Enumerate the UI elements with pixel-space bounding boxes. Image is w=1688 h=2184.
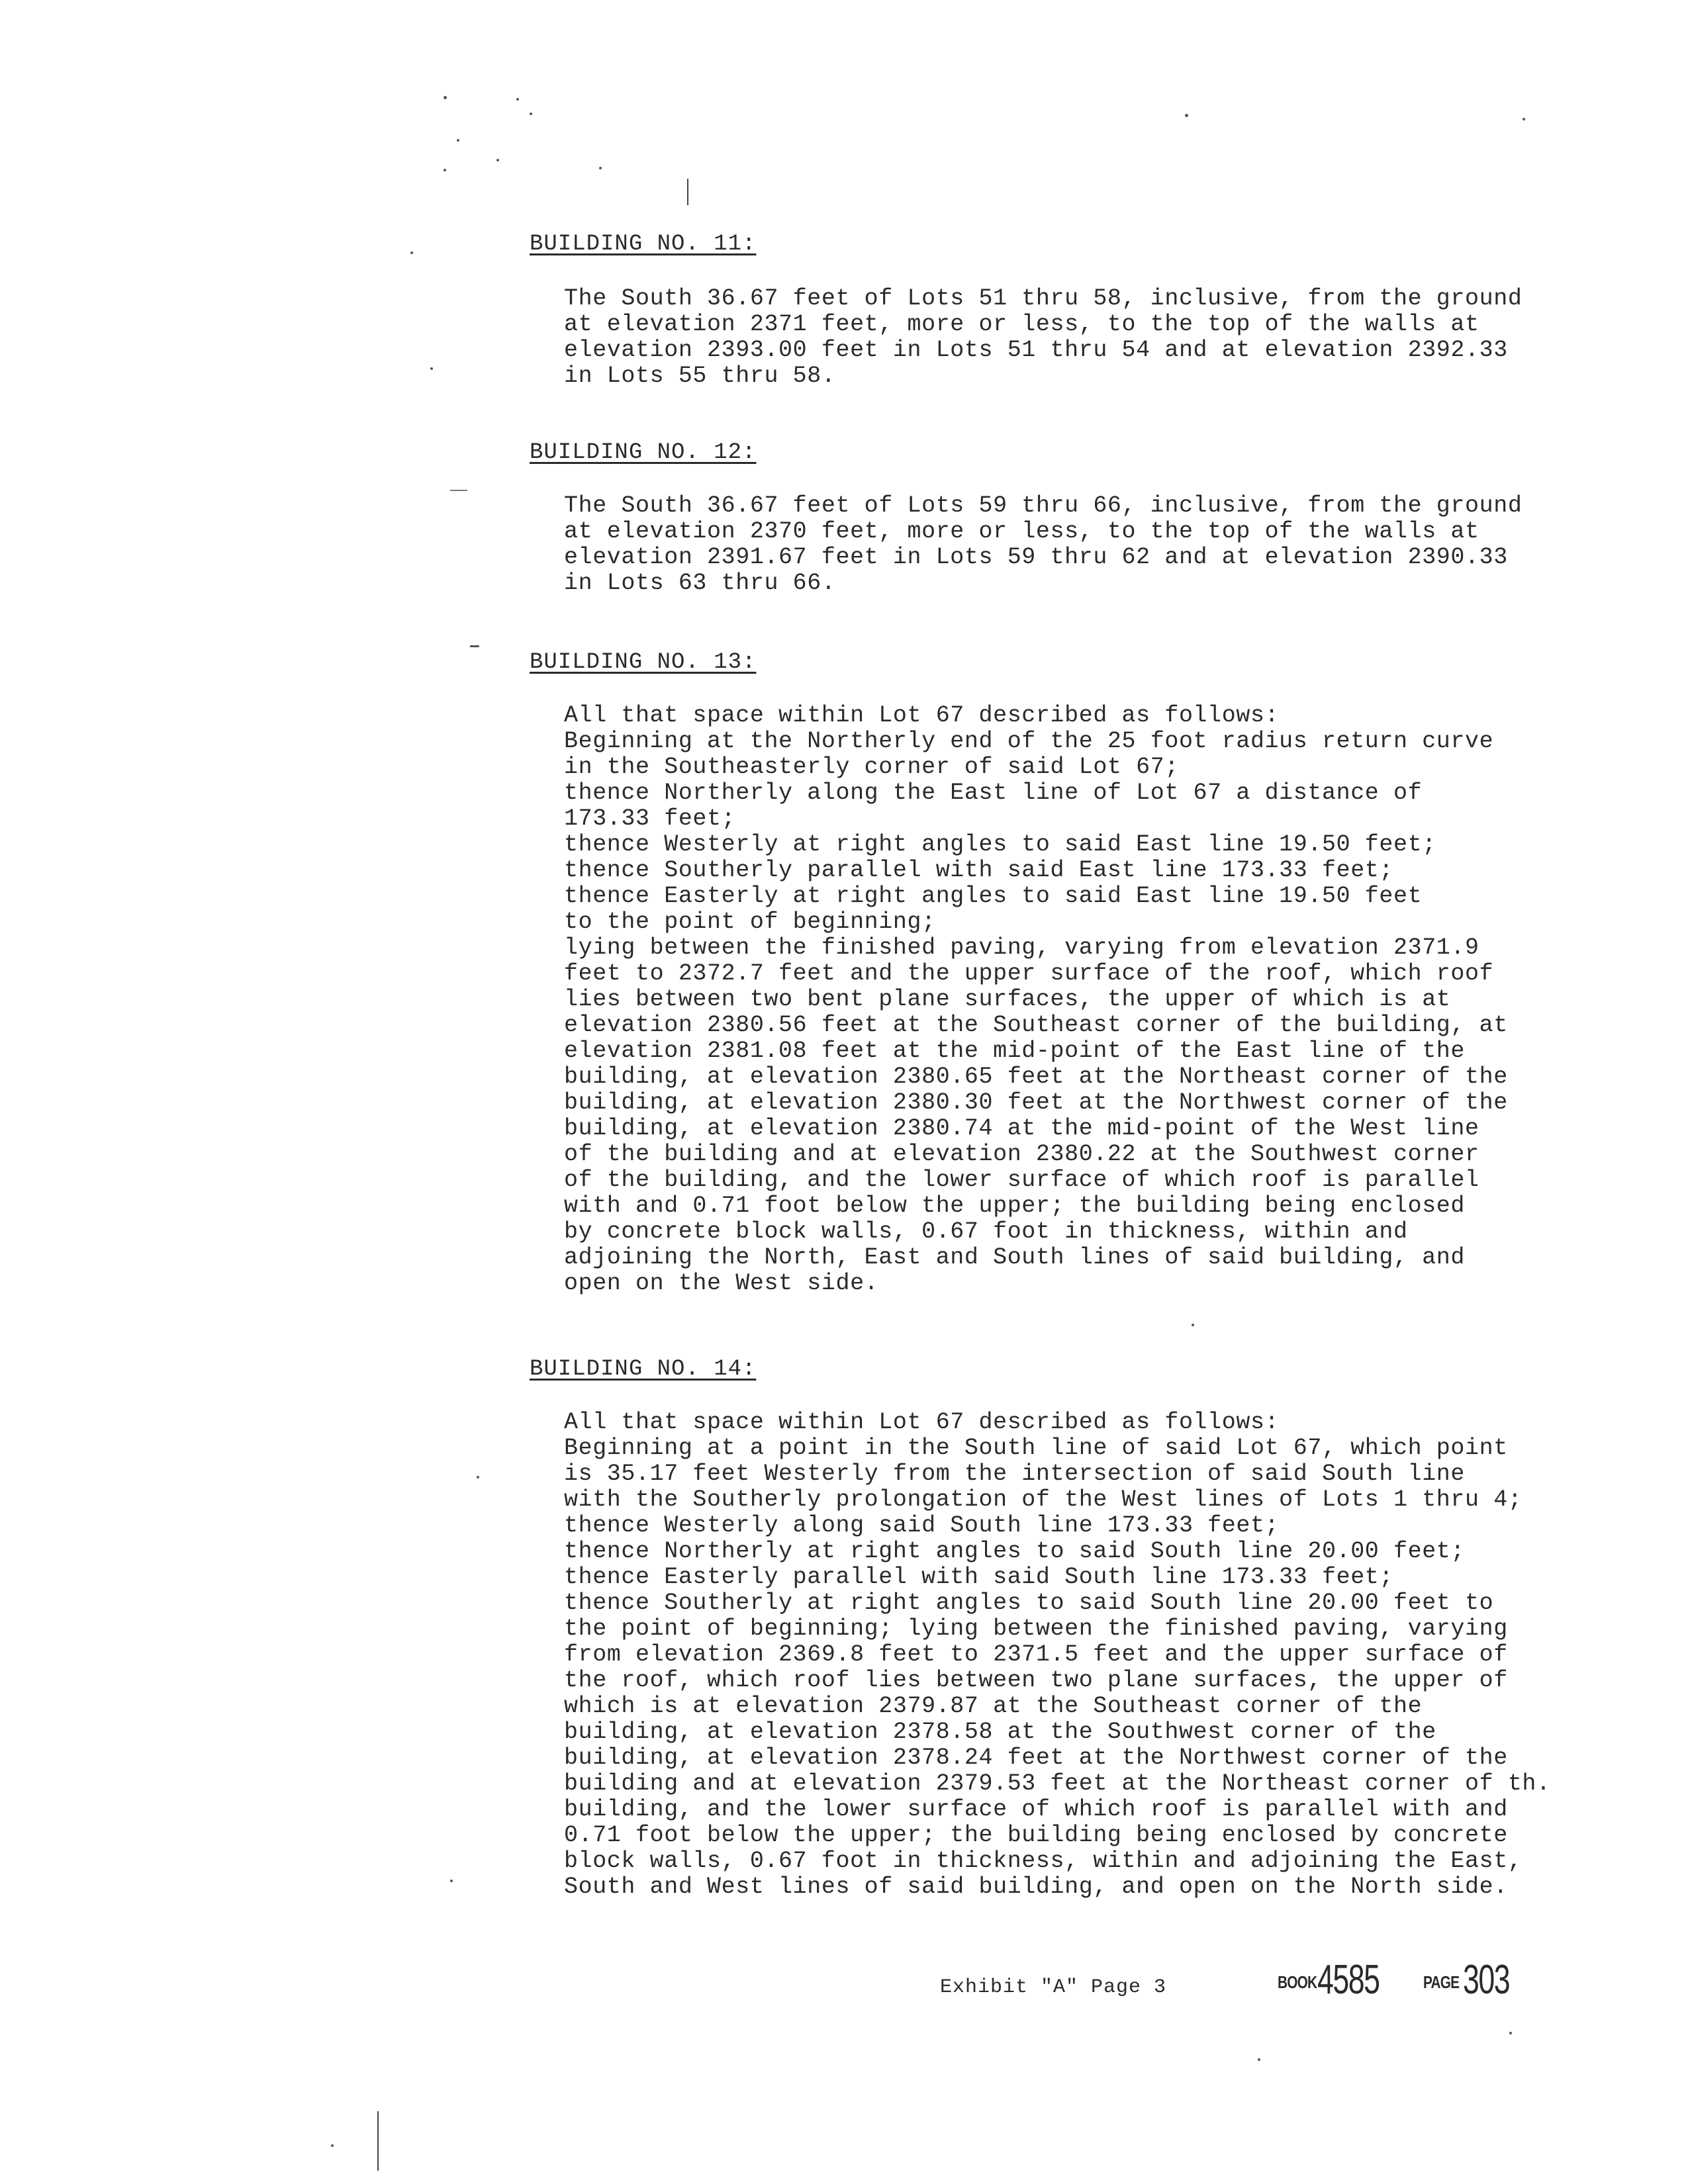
- text-line: with the Southerly prolongation of the West lines of Lots 1 thru 4;: [564, 1486, 1523, 1513]
- text-line: elevation 2391.67 feet in Lots 59 thru 62 and at elevation 2390.33: [564, 544, 1508, 570]
- scan-speck: [430, 367, 433, 370]
- text-line: building, at elevation 2380.65 feet at the Northeast corner of the: [564, 1064, 1508, 1090]
- scan-speck: [444, 169, 446, 171]
- text-line: 173.33 feet;: [564, 805, 736, 832]
- text-line: block walls, 0.67 foot in thickness, within and adjoining the East,: [564, 1848, 1523, 1874]
- text-line: of the building, and the lower surface of which roof is parallel: [564, 1167, 1479, 1193]
- text-line: which is at elevation 2379.87 at the Southeast corner of the: [564, 1693, 1423, 1719]
- scan-speck: [457, 139, 459, 142]
- scan-line: [687, 179, 688, 205]
- text-line: open on the West side.: [564, 1270, 879, 1297]
- book-label: BOOK: [1278, 1972, 1317, 1992]
- scan-speck: [1185, 114, 1188, 117]
- text-line: thence Easterly parallel with said South line 173.33 feet;: [564, 1564, 1393, 1590]
- text-line: thence Westerly along said South line 173.33 feet;: [564, 1512, 1280, 1539]
- section-heading: BUILDING NO. 12:: [530, 440, 757, 465]
- text-line: by concrete block walls, 0.67 foot in thickness, within and: [564, 1218, 1408, 1245]
- text-line: thence Northerly at right angles to said South line 20.00 feet;: [564, 1538, 1466, 1565]
- text-line: in Lots 55 thru 58.: [564, 363, 836, 389]
- scan-speck: [470, 645, 479, 647]
- section-body: [564, 1410, 1551, 1900]
- text-line: thence Southerly at right angles to said South line 20.00 feet to: [564, 1590, 1494, 1616]
- text-line: building, at elevation 2380.74 at the mid-point of the West line: [564, 1115, 1479, 1142]
- text-line: feet to 2372.7 feet and the upper surface of the roof, which roof: [564, 960, 1494, 987]
- text-line: All that space within Lot 67 described as follows:: [564, 702, 1280, 729]
- text-line: building, at elevation 2378.24 feet at the Northwest corner of the: [564, 1745, 1508, 1771]
- page-footer: [940, 1956, 1602, 2009]
- scan-speck: [1523, 118, 1525, 120]
- scan-speck: [530, 113, 532, 115]
- text-line: lying between the finished paving, varying from elevation 2371.9: [564, 934, 1479, 961]
- text-line: All that space within Lot 67 described as follows:: [564, 1409, 1280, 1435]
- scan-speck: [444, 96, 447, 99]
- text-line: building, at elevation 2378.58 at the Southwest corner of the: [564, 1719, 1436, 1745]
- text-line: in Lots 63 thru 66.: [564, 570, 836, 596]
- text-line: thence Westerly at right angles to said East line 19.50 feet;: [564, 831, 1436, 858]
- building-12-section: [530, 440, 1655, 596]
- scan-speck: [516, 98, 519, 101]
- text-line: of the building and at elevation 2380.22 at the Southwest corner: [564, 1141, 1479, 1167]
- section-body: [564, 703, 1508, 1297]
- text-line: Beginning at a point in the South line of said Lot 67, which point: [564, 1435, 1508, 1461]
- text-line: elevation 2380.56 feet at the Southeast corner of the building, at: [564, 1012, 1508, 1038]
- text-line: The South 36.67 feet of Lots 51 thru 58, inclusive, from the ground: [564, 285, 1523, 312]
- section-heading: BUILDING NO. 11:: [530, 232, 757, 257]
- text-line: in the Southeasterly corner of said Lot 67;: [564, 754, 1179, 780]
- book-number: 4585: [1317, 1957, 1380, 2003]
- section-heading: BUILDING NO. 14:: [530, 1357, 757, 1382]
- text-line: to the point of beginning;: [564, 909, 936, 935]
- text-line: building and at elevation 2379.53 feet at the Northeast corner of th.: [564, 1770, 1551, 1797]
- text-line: at elevation 2370 feet, more or less, to the top of the walls at: [564, 518, 1479, 545]
- exhibit-page-label: Exhibit "A" Page 3: [940, 1976, 1167, 1999]
- building-11-section: [530, 232, 1655, 389]
- scan-speck: [496, 159, 499, 161]
- text-line: at elevation 2371 feet, more or less, to the top of the walls at: [564, 311, 1479, 338]
- text-line: thence Northerly along the East line of Lot 67 a distance of: [564, 780, 1423, 806]
- text-line: adjoining the North, East and South lines of said building, and: [564, 1244, 1466, 1271]
- scan-line: [377, 2111, 379, 2171]
- text-line: building, at elevation 2380.30 feet at the Northwest corner of the: [564, 1089, 1508, 1116]
- scan-speck: [1258, 2058, 1260, 2061]
- text-line: elevation 2381.08 feet at the mid-point of the East line of the: [564, 1038, 1466, 1064]
- text-line: 0.71 foot below the upper; the building being enclosed by concrete: [564, 1822, 1508, 1848]
- text-line: is 35.17 feet Westerly from the intersection of said South line: [564, 1461, 1466, 1487]
- text-line: the roof, which roof lies between two plane surfaces, the upper of: [564, 1667, 1508, 1694]
- section-heading: BUILDING NO. 13:: [530, 650, 757, 675]
- text-line: with and 0.71 foot below the upper; the building being enclosed: [564, 1193, 1466, 1219]
- section-body: [564, 493, 1522, 596]
- section-body: [564, 286, 1522, 389]
- scan-speck: [331, 2144, 334, 2147]
- scan-speck: [1509, 2032, 1512, 2034]
- text-line: from elevation 2369.8 feet to 2371.5 feet and the upper surface of: [564, 1641, 1508, 1668]
- scan-speck: [477, 1476, 479, 1479]
- text-line: thence Easterly at right angles to said East line 19.50 feet: [564, 883, 1423, 909]
- text-line: building, and the lower surface of which roof is parallel with and: [564, 1796, 1508, 1823]
- text-line: The South 36.67 feet of Lots 59 thru 66, inclusive, from the ground: [564, 492, 1523, 519]
- building-13-section: [530, 650, 1655, 1297]
- text-line: elevation 2393.00 feet in Lots 51 thru 54 and at elevation 2392.33: [564, 337, 1508, 363]
- scan-speck: [599, 167, 602, 169]
- text-line: lies between two bent plane surfaces, the upper of which is at: [564, 986, 1451, 1013]
- scan-speck: [450, 1880, 453, 1882]
- building-14-section: [530, 1357, 1655, 1900]
- page-number: 303: [1463, 1957, 1510, 2003]
- scan-speck: [410, 251, 413, 254]
- page-label: PAGE: [1423, 1972, 1460, 1992]
- text-line: Beginning at the Northerly end of the 25 foot radius return curve: [564, 728, 1494, 754]
- text-line: the point of beginning; lying between the finished paving, varying: [564, 1615, 1508, 1642]
- scan-speck: [1192, 1324, 1194, 1326]
- text-line: thence Southerly parallel with said East line 173.33 feet;: [564, 857, 1393, 884]
- text-line: South and West lines of said building, and open on the North side.: [564, 1874, 1508, 1900]
- scan-speck: [450, 490, 467, 491]
